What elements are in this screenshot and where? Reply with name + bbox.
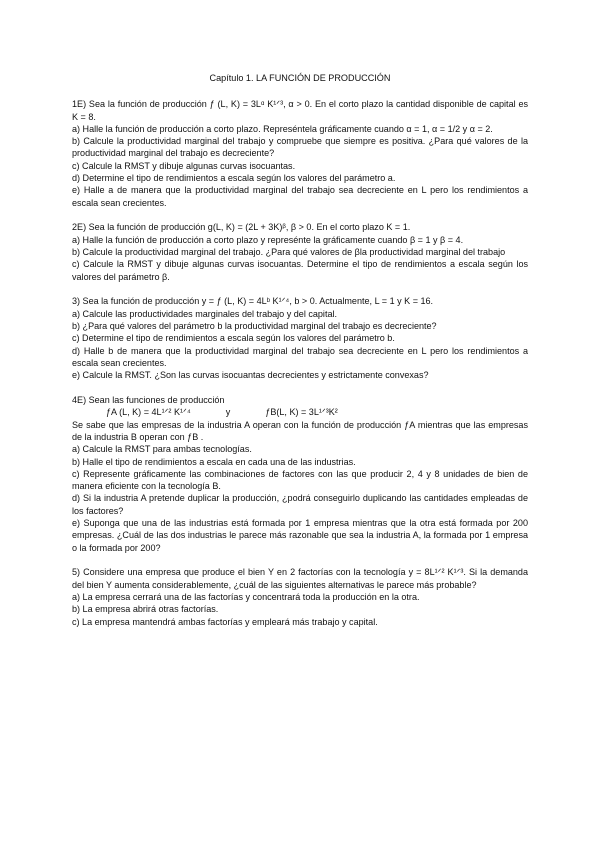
chapter-title: Capítulo 1. LA FUNCIÓN DE PRODUCCIÓN — [209, 73, 391, 83]
problem-1 — [72, 98, 528, 209]
problem-1-statement: 1E) Sea la función de producción ƒ (L, K) = 3Lᵅ K¹ᐟ³, α > 0. En el corto plazo la cantidad disponible de capital es K = 8. — [72, 99, 528, 122]
problem-2-part-a: a) Halle la función de producción a corto plazo y represénte la gráficamente cuando β = 1 y β = 4. — [72, 234, 464, 245]
formula-b: ƒB(L, K) = 3L¹ᐟ³K² — [265, 407, 338, 418]
problem-4-part-c: c) Represente gráficamente las combinaciones de factores con las que producir 2, 4 y 8 unidades de bien de manera eficiente con la tecnología B. — [72, 468, 528, 492]
problem-3 — [72, 295, 528, 381]
problem-3-part-d: d) Halle b de manera que la productividad marginal del trabajo sea decreciente en L pero los rendimientos a escala sean crecientes. — [72, 345, 528, 368]
formula-connector: y — [225, 407, 231, 418]
problem-1-part-a: a) Halle la función de producción a corto plazo. Represéntela gráficamente cuando α = 1, α = 1/2 y α = 2. — [72, 123, 493, 134]
problem-4-part-b: b) Halle el tipo de rendimientos a escala en cada una de las industrias. — [72, 456, 356, 467]
problem-5 — [72, 566, 528, 627]
problem-1-part-e: e) Halle a de manera que la productividad marginal del trabajo sea decreciente en L pero los rendimientos a escala sean crecientes. — [72, 185, 528, 208]
problem-5-part-b: b) La empresa abrirá otras factorías. — [72, 604, 219, 615]
problem-2 — [72, 221, 528, 282]
problem-4-part-d: d) Si la industria A pretende duplicar la producción, ¿podrá conseguirlo duplicando las cantidades empleadas de los factores? — [72, 493, 528, 516]
problem-4-intro: Se sabe que las empresas de la industria A operan con la función de producción ƒA mientras que las empresas de la industria B operan con ƒB . — [72, 419, 528, 442]
problem-3-part-e: e) Calcule la RMST. ¿Son las curvas isocuantas decrecientes y estrictamente convexas? — [72, 370, 429, 381]
problem-4-formulas — [72, 406, 528, 418]
problem-4-part-a: a) Calcule la RMST para ambas tecnologías. — [72, 444, 252, 455]
problem-4-statement: 4E) Sean las funciones de producción — [72, 395, 225, 406]
problem-4-part-e: e) Suponga que una de las industrias está formada por 1 empresa mientras que la otra está formada por 200 empresas. ¿Cuál de las dos industrias le parece más razonable que sea la industria A, la formada por 1 empresa o la formada por 200? — [72, 518, 528, 553]
formula-a: ƒA (L, K) = 4L¹ᐟ² K¹ᐟ⁴ — [106, 407, 191, 418]
problem-2-part-b: b) Calcule la productividad marginal del trabajo. ¿Para qué valores de βla productividad marginal del trabajo — [72, 247, 506, 258]
problem-1-part-c: c) Calcule la RMST y dibuje algunas curvas isocuantas. — [72, 160, 296, 171]
problem-5-part-c: c) La empresa mantendrá ambas factorías y empleará más trabajo y capital. — [72, 616, 378, 627]
problem-3-part-b: b) ¿Para qué valores del parámetro b la productividad marginal del trabajo es decreciente? — [72, 321, 437, 332]
problem-3-statement: 3) Sea la función de producción y = ƒ (L, K) = 4Lᵇ K¹ᐟ⁴, b > 0. Actualmente, L = 1 y K = 16. — [72, 296, 434, 307]
problem-3-part-c: c) Determine el tipo de rendimientos a escala según los valores del parámetro b. — [72, 333, 395, 344]
problem-5-statement: 5) Considere una empresa que produce el bien Y en 2 factorías con la tecnología y = 8L¹ᐟ² K¹ᐟ³. Si la demanda del bien Y aumenta considerablemente, ¿cuál de las siguientes alternativas le parece más probable? — [72, 567, 528, 590]
problem-2-statement: 2E) Sea la función de producción g(L, K) = (2L + 3K)ᵝ, β > 0. En el corto plazo K = 1. — [72, 222, 411, 233]
problem-1-part-d: d) Determine el tipo de rendimientos a escala según los valores del parámetro a. — [72, 173, 396, 184]
problem-1-part-b: b) Calcule la productividad marginal del trabajo y compruebe que siempre es positiva. ¿Para qué valores de la productividad marginal del trabajo es decreciente? — [72, 136, 528, 159]
problem-3-part-a: a) Calcule las productividades marginales del trabajo y del capital. — [72, 308, 338, 319]
document-page — [72, 72, 528, 640]
problem-4 — [72, 394, 528, 554]
problem-5-part-a: a) La empresa cerrará una de las factorías y concentrará toda la producción en la otra. — [72, 591, 420, 602]
problem-2-part-c: c) Calcule la RMST y dibuje algunas curvas isocuantas. Determine el tipo de rendimientos a escala según los valores del parámetro β. — [72, 259, 528, 282]
